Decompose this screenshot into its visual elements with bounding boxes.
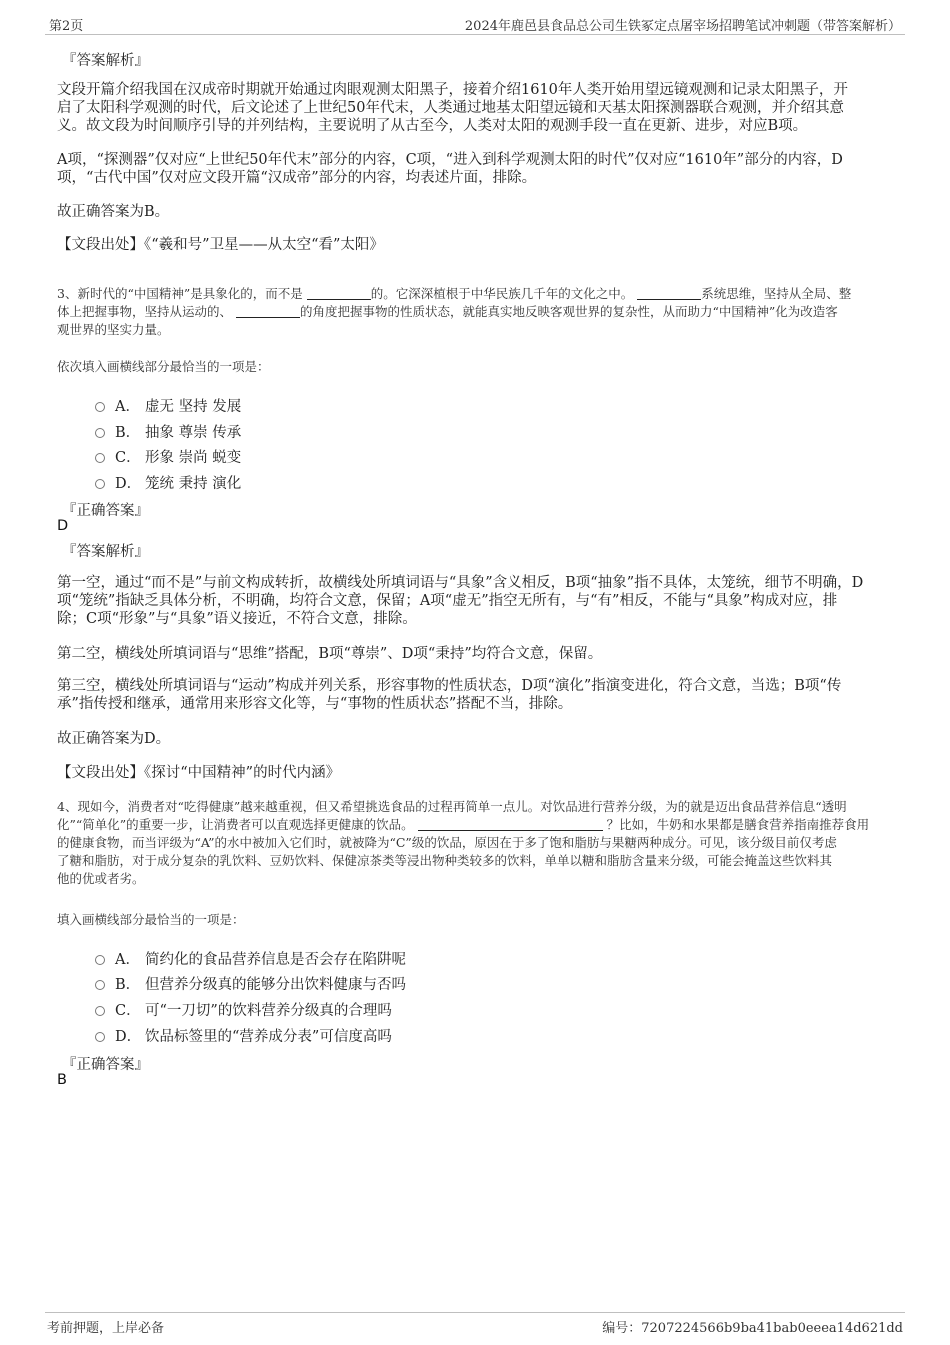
radio-icon[interactable]	[95, 479, 105, 489]
text-line: 项“笼统”指缺乏具体分析，不明确，均符合文意，保留；A项“虚无”指空无所有，与“有”相反，不能与“具象”构成对应，排	[57, 593, 838, 609]
correct-answer: D	[57, 518, 69, 534]
option-letter: C．	[115, 450, 141, 466]
fill-blank	[307, 287, 371, 300]
option-c[interactable]	[95, 999, 392, 1019]
text-line: 系统思维，坚持从全局、整	[701, 286, 852, 301]
text-line: 3、新时代的“中国精神”是具象化的，而不是	[57, 286, 303, 301]
analysis-label: 『答案解析』	[62, 544, 149, 560]
option-text: 饮品标签里的“营养成分表”可信度高吗	[145, 1029, 392, 1045]
question-stem	[57, 285, 897, 339]
text-line: 除；C项“形象”与“具象”语义接近，不符合文意，排除。	[57, 611, 417, 627]
option-letter: D．	[115, 476, 142, 492]
correct-answer-label: 『正确答案』	[62, 1057, 149, 1073]
text-line: ？比如，牛奶和水果都是膳食营养指南推荐食用	[606, 817, 870, 832]
source-citation: 【文段出处】《“羲和号”卫星——从太空“看”太阳》	[57, 237, 384, 253]
page-footer	[45, 1312, 905, 1339]
analysis-paragraph	[57, 81, 897, 135]
text-line: 4、现如今，消费者对“吃得健康”越来越重视，但又希望挑选食品的过程再简单一点儿。对饮品进行营养分级，为的就是迈出食品营养信息“透明	[57, 799, 847, 814]
text-line: 观世界的坚实力量。	[57, 322, 170, 337]
source-citation: 【文段出处】《探讨“中国精神”的时代内涵》	[57, 765, 341, 781]
text-line: 化”“简单化”的重要一步，让消费者可以直观选择更健康的饮品。	[57, 817, 414, 832]
option-text: 简约化的食品营养信息是否会存在陷阱呢	[145, 952, 406, 968]
page-number: 第2页	[49, 19, 84, 34]
radio-icon[interactable]	[95, 453, 105, 463]
option-d[interactable]	[95, 1025, 392, 1045]
option-a[interactable]	[95, 948, 406, 968]
radio-icon[interactable]	[95, 955, 105, 965]
analysis-paragraph	[57, 151, 897, 187]
page-header	[45, 12, 905, 35]
option-b[interactable]	[95, 421, 241, 441]
radio-icon[interactable]	[95, 402, 105, 412]
text-line: 第三空，横线处所填词语与“运动”构成并列关系，形容事物的性质状态，D项“演化”指演变进化，符合文意，当选；B项“传	[57, 678, 842, 694]
question-stem	[57, 798, 897, 888]
text-line: 了糖和脂肪，对于成分复杂的乳饮料、豆奶饮料、保健凉茶类等浸出物种类较多的饮料，单单以糖和脂肪含量来分级，可能会掩盖这些饮料其	[57, 853, 833, 868]
radio-icon[interactable]	[95, 980, 105, 990]
option-letter: D．	[115, 1029, 142, 1045]
radio-icon[interactable]	[95, 428, 105, 438]
analysis-paragraph	[57, 677, 897, 713]
footer-slogan: 考前押题，上岸必备	[47, 1321, 165, 1336]
radio-icon[interactable]	[95, 1006, 105, 1016]
option-d[interactable]	[95, 472, 241, 492]
text-line: 启了太阳科学观测的时代，后文论述了上世纪50年代末，人类通过地基太阳望远镜和天基太阳探测器联合观测，并介绍其意	[57, 100, 844, 116]
text-line: 他的优或者劣。	[57, 871, 145, 886]
option-text: 但营养分级真的能够分出饮料健康与否吗	[145, 977, 406, 993]
option-letter: B．	[115, 425, 141, 441]
fill-blank	[418, 818, 603, 831]
fill-blank	[236, 305, 300, 318]
question-prompt: 依次填入画横线部分最恰当的一项是：	[57, 359, 270, 374]
option-text: 抽象 尊崇 传承	[145, 425, 242, 441]
option-text: 可“一刀切”的饮料营养分级真的合理吗	[145, 1003, 392, 1019]
text-line: 文段开篇介绍我国在汉成帝时期就开始通过肉眼观测太阳黑子，接着介绍1610年人类开始用望远镜观测和记录太阳黑子，开	[57, 82, 848, 98]
text-line: 体上把握事物，坚持从运动的、	[57, 304, 233, 319]
question-prompt: 填入画横线部分最恰当的一项是：	[57, 912, 245, 927]
option-text: 笼统 秉持 演化	[145, 476, 242, 492]
analysis-label: 『答案解析』	[62, 53, 149, 69]
radio-icon[interactable]	[95, 1032, 105, 1042]
analysis-paragraph: 第二空，横线处所填词语与“思维”搭配，B项“尊崇”、D项“秉持”均符合文意，保留。	[57, 646, 603, 662]
fill-blank	[637, 287, 701, 300]
text-line: 承”指传授和继承，通常用来形容文化等，与“事物的性质状态”搭配不当，排除。	[57, 696, 573, 712]
option-letter: C．	[115, 1003, 141, 1019]
option-letter: A．	[115, 399, 140, 415]
document-id: 编号：7207224566b9ba41bab0eeea14d621dd	[602, 1321, 903, 1336]
option-letter: B．	[115, 977, 141, 993]
text-line: A项，“探测器”仅对应“上世纪50年代末”部分的内容，C项，“进入到科学观测太阳的时代”仅对应“1610年”部分的内容，D	[57, 152, 843, 168]
text-line: 的。它深深植根于中华民族几千年的文化之中。	[370, 286, 634, 301]
option-a[interactable]	[95, 395, 241, 415]
conclusion: 故正确答案为B。	[57, 204, 170, 220]
correct-answer-label: 『正确答案』	[62, 503, 149, 519]
text-line: 的角度把握事物的性质状态，就能真实地反映客观世界的复杂性，从而助力“中国精神”化为改造客	[300, 304, 838, 319]
analysis-paragraph	[57, 574, 897, 628]
option-b[interactable]	[95, 973, 406, 993]
option-c[interactable]	[95, 446, 241, 466]
correct-answer: B	[57, 1072, 67, 1088]
option-text: 形象 崇尚 蜕变	[145, 450, 242, 466]
document-title: 2024年鹿邑县食品总公司生铁冢定点屠宰场招聘笔试冲刺题（带答案解析）	[464, 19, 901, 34]
text-line: 义。故文段为时间顺序引导的并列结构，主要说明了从古至今，人类对太阳的观测手段一直在更新、进步，对应B项。	[57, 118, 808, 134]
option-text: 虚无 坚持 发展	[145, 399, 242, 415]
text-line: 第一空，通过“而不是”与前文构成转折，故横线处所填词语与“具象”含义相反，B项“抽象”指不具体，太笼统，细节不明确，D	[57, 575, 864, 591]
text-line: 的健康食物，而当评级为“A”的水中被加入它们时，就被降为“C”级的饮品，原因在于多了饱和脂肪与果糖两种成分。可见，该分级目前仅考虑	[57, 835, 837, 850]
conclusion: 故正确答案为D。	[57, 731, 171, 747]
text-line: 项，“古代中国”仅对应文段开篇“汉成帝”部分的内容，均表述片面，排除。	[57, 170, 537, 186]
option-letter: A．	[115, 952, 140, 968]
